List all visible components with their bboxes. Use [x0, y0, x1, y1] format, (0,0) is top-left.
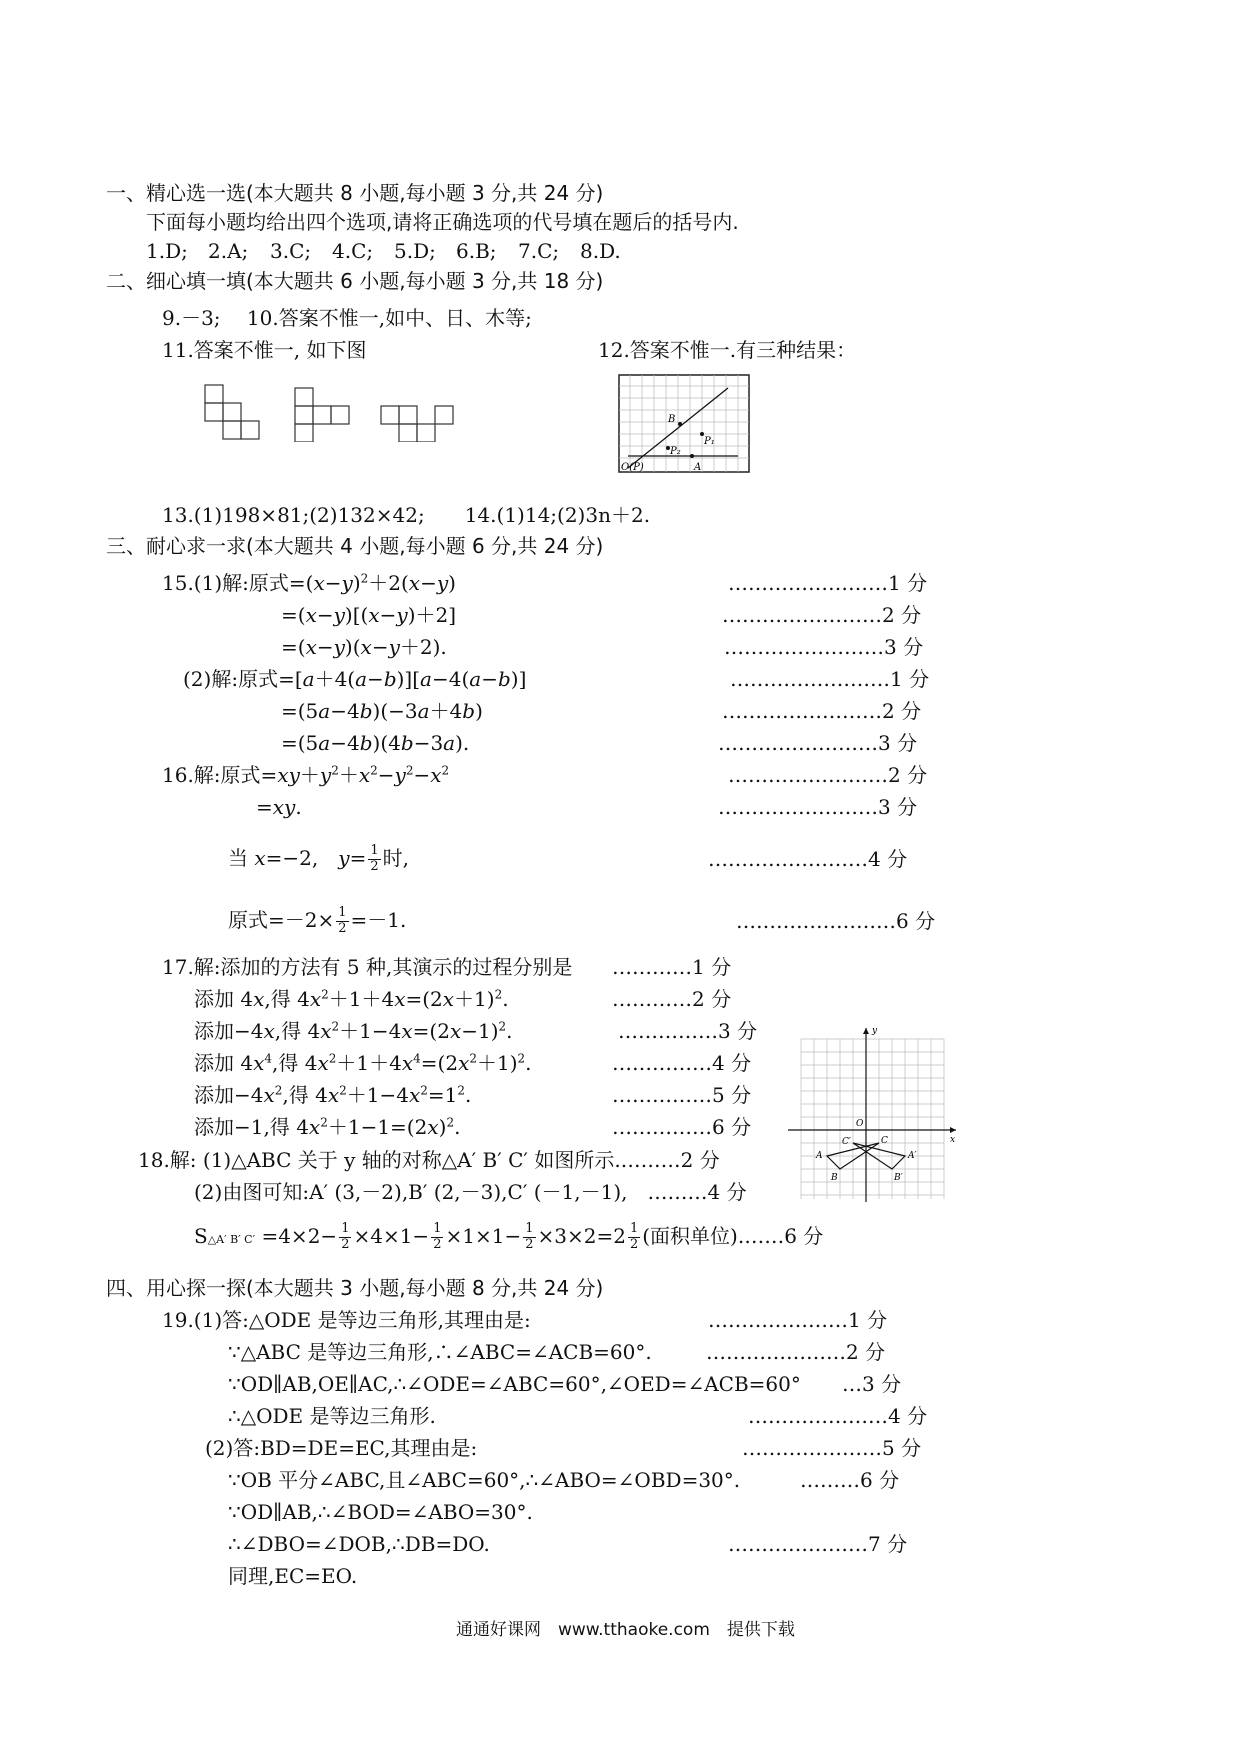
q17-score-3: ……………3 分 — [618, 1019, 758, 1043]
q17-line-2: 添加 4x,得 $4x^2+1+4x=(2x+1)^2$. — [194, 987, 509, 1011]
section-1-instruction: 下面每小题均给出四个选项,请将正确选项的代号填在题后的括号内. — [146, 210, 739, 234]
q19-line-3: ∵OD∥AB,OE∥AC,∴∠ODE=∠ABC=60°,∠OED=∠ACB=60° — [228, 1372, 801, 1396]
q19-score-8: …………………7 分 — [728, 1532, 908, 1556]
q17-line-4: 添加 $4x^4$,得 $4x^2+1+4x^4=(2x^2+1)^2$. — [194, 1051, 532, 1075]
q18-label-b-prime: B′ — [894, 1173, 903, 1183]
q19-line-9: 同理,EC=EO. — [228, 1564, 358, 1588]
q19-line-5: (2)答:BD=DE=EC,其理由是: — [205, 1436, 478, 1460]
q18-label-a: A — [816, 1151, 823, 1161]
q16-line-4: 原式=－2× $\frac{1}{2}$ =－1. — [228, 905, 407, 936]
q19-score-3: …3 分 — [842, 1372, 902, 1396]
q17-score-2: …………2 分 — [612, 987, 732, 1011]
q19-line-7: ∵OD∥AB,∴∠BOD=∠ABO=30°. — [228, 1500, 533, 1524]
q13-14-answer: 13.(1)198×81;(2)132×42; 14.(1)14;(2)3n＋2. — [162, 503, 651, 527]
q15-line-3: =(x−y)(x−y＋2). — [281, 635, 447, 659]
q19-line-8: ∴∠DBO=∠DOB,∴DB=DO. — [228, 1532, 490, 1556]
answer-1: 1.D; — [146, 239, 188, 263]
q18-line-2: (2)由图可知:A′ (3,－2),B′ (2,－3),C′ (－1,－1), ………4 分 — [194, 1180, 747, 1204]
q19-score-2: …………………2 分 — [706, 1340, 886, 1364]
q12-grid-figure — [618, 374, 750, 474]
q15-score-2: ……………………2 分 — [722, 603, 922, 627]
q12-answer: 12.答案不惟一.有三种结果： — [598, 338, 857, 362]
section-1-title: 一、精心选一选(本大题共 8 小题,每小题 3 分,共 24 分) — [106, 181, 604, 205]
q16-score-2: ……………………3 分 — [718, 795, 918, 819]
answer-6: 6.B; — [456, 239, 497, 263]
q18-label-x: x — [950, 1135, 956, 1145]
q11-cube-nets-figure — [200, 380, 460, 442]
q15-score-5: ……………………2 分 — [722, 699, 922, 723]
q16-line-1: 16.解:原式$=xy+y^2+x^2-y^2-x^2$ — [162, 763, 450, 787]
q15-score-4: ……………………1 分 — [730, 667, 930, 691]
q12-label-op: O(P) — [621, 462, 644, 473]
q19-line-1: 19.(1)答:△ODE 是等边三角形,其理由是: — [162, 1308, 531, 1332]
q19-line-6: ∵OB 平分∠ABC,且∠ABC=60°,∴∠ABO=∠OBD=30°. — [228, 1468, 741, 1492]
q15-line-4: (2)解:原式=[a＋4(a−b)][a−4(a−b)] — [183, 667, 527, 691]
q19-line-2: ∵△ABC 是等边三角形,∴∠ABC=∠ACB=60°. — [228, 1340, 652, 1364]
answer-2: 2.A; — [208, 239, 249, 263]
section-1-answers — [146, 241, 621, 261]
section-3-title: 三、耐心求一求(本大题共 4 小题,每小题 6 分,共 24 分) — [106, 534, 604, 558]
page-footer: 通通好课网 www.tthaoke.com 提供下载 — [456, 1620, 795, 1640]
answer-3: 3.C; — [270, 239, 312, 263]
answer-7: 7.C; — [518, 239, 560, 263]
q17-score-4: ……………4 分 — [612, 1051, 752, 1075]
q9-10-answer: 9.－3; 10.答案不惟一,如中、日、木等; — [162, 306, 532, 330]
q15-line-1: 15.(1)解:原式$=(x-y)^2+2(x-y)$ — [162, 571, 456, 595]
q15-score-3: ……………………3 分 — [724, 635, 924, 659]
answer-5: 5.D; — [394, 239, 436, 263]
q15-score-6: ……………………3 分 — [718, 731, 918, 755]
q18-label-o: O — [856, 1119, 864, 1129]
q18-line-3: S△A′ B′ C′ =4×2− $\frac{1}{2}$ ×4×1− $\frac{1}{2}$ ×1×1− $\frac{1}{2}$ ×3×2=2 $\frac{1}{2}$ (面积单位).……6 分 — [194, 1221, 824, 1252]
section-4-title: 四、用心探一探(本大题共 3 小题,每小题 8 分,共 24 分) — [106, 1276, 604, 1300]
q15-line-5: =(5a−4b)(−3a＋4b) — [281, 699, 483, 723]
q18-label-c: C — [881, 1136, 888, 1146]
q16-line-2: =xy. — [256, 795, 302, 819]
answer-8: 8.D. — [580, 239, 621, 263]
q17-line-3: 添加−4x,得 $4x^2+1-4x=(2x-1)^2$. — [194, 1019, 513, 1043]
q17-score-6: ……………6 分 — [612, 1115, 752, 1139]
q19-score-5: …………………5 分 — [742, 1436, 922, 1460]
q18-line-1: 18.解: (1)△ABC 关于 y 轴的对称△A′ B′ C′ 如图所示.………2 分 — [138, 1148, 720, 1172]
q18-label-y: y — [872, 1026, 878, 1036]
q19-score-4: …………………4 分 — [748, 1404, 928, 1428]
q16-score-4: ……………………6 分 — [736, 909, 936, 933]
q19-score-1: …………………1 分 — [708, 1308, 888, 1332]
q18-label-b: B — [831, 1173, 838, 1183]
q16-score-3: ……………………4 分 — [708, 847, 908, 871]
q18-label-c-prime: C′ — [842, 1137, 851, 1147]
answer-4: 4.C; — [332, 239, 374, 263]
q11-answer: 11.答案不惟一, 如下图 — [162, 338, 367, 362]
q17-score-1: …………1 分 — [612, 955, 732, 979]
q12-label-p1: P₁ — [704, 436, 715, 447]
q12-label-p2: P₂ — [670, 446, 681, 457]
q16-line-3: 当 x=−2, y= $\frac{1}{2}$ 时, — [228, 843, 409, 874]
q12-label-a: A — [694, 462, 702, 473]
q17-score-5: ……………5 分 — [612, 1083, 752, 1107]
q18-coordinate-figure — [786, 1024, 962, 1204]
q12-label-b: B — [668, 414, 676, 425]
q15-score-1: ……………………1 分 — [728, 571, 928, 595]
q17-line-5: 添加$-4x^2$,得 $4x^2+1-4x^2=1^2$. — [194, 1083, 472, 1107]
section-2-title: 二、细心填一填(本大题共 6 小题,每小题 3 分,共 18 分) — [106, 269, 604, 293]
q16-score-1: ……………………2 分 — [728, 763, 928, 787]
q15-line-2: =(x−y)[(x−y)＋2] — [281, 603, 457, 627]
q15-line-6: =(5a−4b)(4b−3a). — [281, 731, 470, 755]
q17-line-6: 添加−1,得 $4x^2+1-1=(2x)^2$. — [194, 1115, 461, 1139]
q19-score-6: ………6 分 — [800, 1468, 900, 1492]
q17-line-1: 17.解:添加的方法有 5 种,其演示的过程分别是 — [162, 955, 573, 979]
q19-line-4: ∴△ODE 是等边三角形. — [228, 1404, 436, 1428]
q18-label-a-prime: A′ — [908, 1151, 917, 1161]
